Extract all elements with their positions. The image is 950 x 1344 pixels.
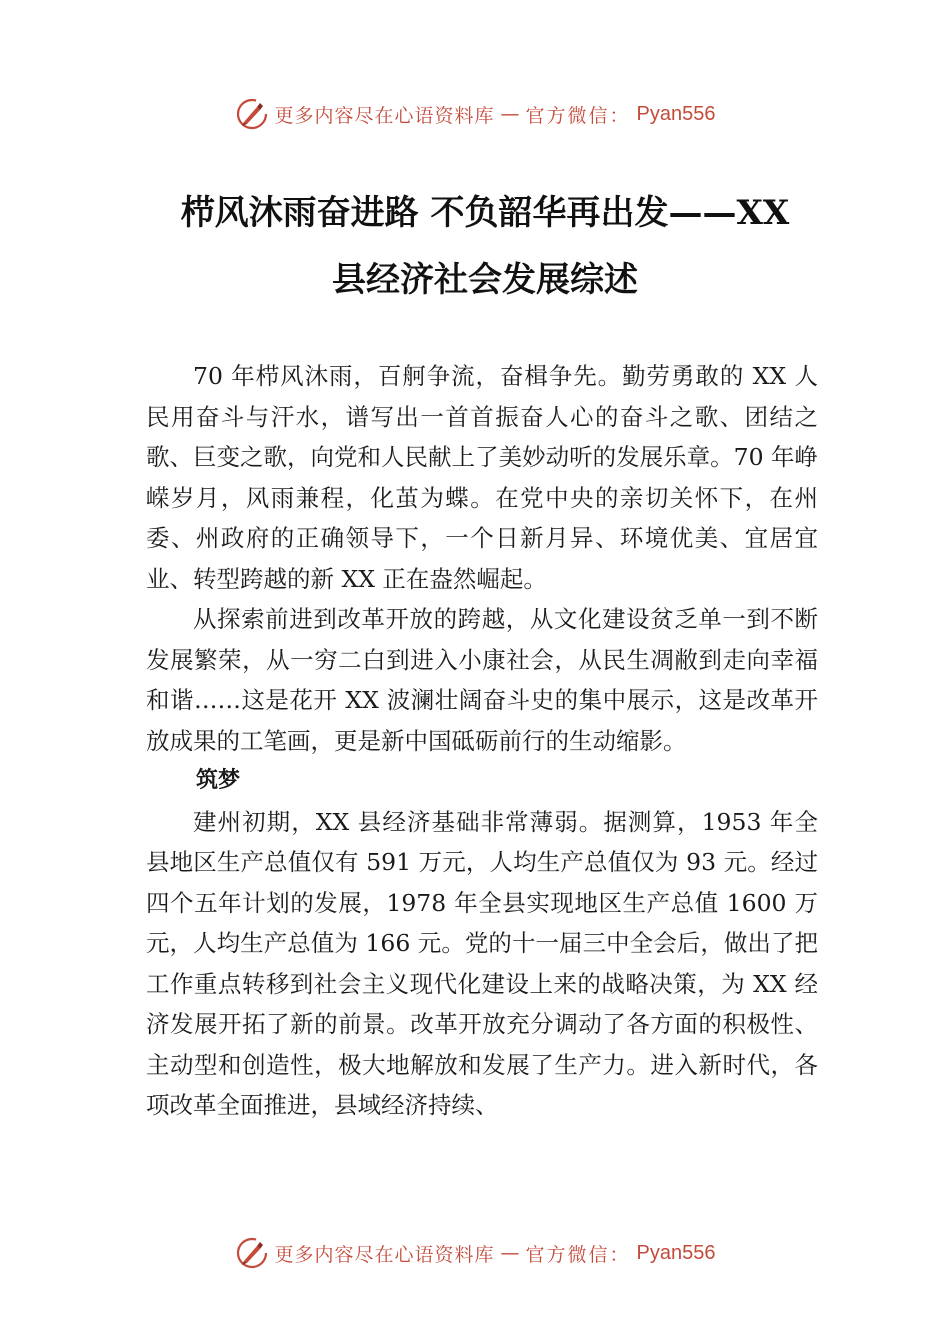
- banner-wechat-id: Pyan556: [636, 102, 716, 125]
- banner-wechat-label: 官方微信：: [525, 1243, 631, 1266]
- document-title-line-1: 栉风沐雨奋进路 不负韶华再出发——XX: [180, 193, 790, 233]
- banner-separator: —: [500, 1242, 520, 1264]
- banner-brand-text: 更多内容尽在心语资料库: [274, 1243, 495, 1266]
- document-body: [146, 356, 818, 1126]
- body-paragraph: 70 年栉风沐雨，百舸争流，奋楫争先。勤劳勇敢的 XX 人民用奋斗与汗水，谱写出一首首振奋人心的奋斗之歌、团结之歌、巨变之歌，向党和人民献上了美妙动听的发展乐章。70 年峥嵘岁月，风雨兼程，化茧为蝶。在党中央的亲切关怀下，在州委、州政府的正确领导下，一个日新月异、环境优美、宜居宜业、转型跨越的新 XX 正在盎然崛起。: [146, 362, 818, 593]
- banner-separator: —: [500, 103, 520, 125]
- document-title-line-2: 县经济社会发展综述: [332, 260, 638, 300]
- pen-logo-icon: [235, 1236, 269, 1270]
- body-paragraph: 从探索前进到改革开放的跨越，从文化建设贫乏单一到不断发展繁荣，从一穷二白到进入小康社会，从民生凋敝到走向幸福和谐……这是花开 XX 波澜壮阔奋斗史的集中展示，这是改革开放成果的工笔画，更是新中国砥砺前行的生动缩影。: [146, 605, 818, 755]
- header-banner: [0, 94, 950, 134]
- section-heading: 筑梦: [196, 768, 241, 793]
- banner-wechat-label: 官方微信：: [525, 104, 631, 127]
- pen-logo-icon: [235, 97, 269, 131]
- banner-wechat-id: Pyan556: [636, 1241, 716, 1264]
- footer-banner: [0, 1233, 950, 1273]
- section-paragraph: 建州初期，XX 县经济基础非常薄弱。据测算，1953 年全县地区生产总值仅有 591 万元，人均生产总值仅为 93 元。经过四个五年计划的发展，1978 年全县实现地区生产总值 1600 万元，人均生产总值为 166 元。党的十一届三中全会后，做出了把工作重点转移到社会主义现代化建设上来的战略决策，为 XX 经济发展开拓了新的前景。改革开放充分调动了各方面的积极性、主动型和创造性，极大地解放和发展了生产力。进入新时代，各项改革全面推进，县域经济持续、: [146, 807, 818, 1119]
- banner-brand-text: 更多内容尽在心语资料库: [274, 104, 495, 127]
